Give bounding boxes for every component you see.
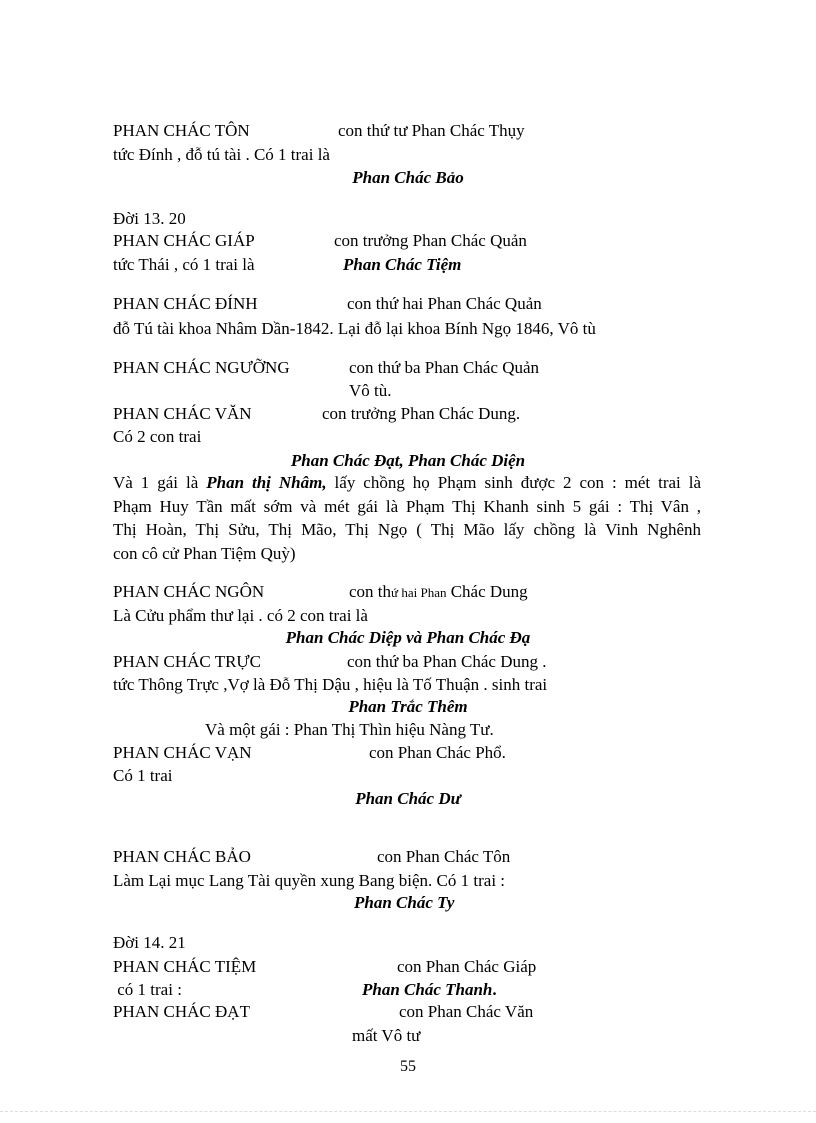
generation-heading: Đời 13. 20 (113, 209, 186, 228)
child-name: Phan Chác Tiệm (343, 255, 462, 274)
entry-name: PHAN CHÁC VẠN (113, 743, 252, 762)
entry-relation: con trưởng Phan Chác Dung. (322, 404, 521, 423)
daughter-name: Phan thị Nhâm, (206, 473, 327, 492)
entry-tiem-desc (113, 979, 497, 1001)
paragraph-line: Phạm Huy Tần mất sớm và mét gái là Phạm Thị Khanh sinh 5 gái : Thị Vân , (113, 497, 701, 516)
children-names: Phan Chác Diệp và Phan Chác Đạ (285, 628, 531, 647)
entry-relation: con Phan Chác Giáp (397, 957, 537, 976)
page-bottom-divider (0, 1111, 816, 1112)
entry-name: PHAN CHÁC VĂN (113, 404, 252, 423)
child-name: Phan Chác Bảo (352, 168, 464, 187)
child-line: Phan Chác Thanh. (362, 980, 497, 999)
entry-desc: tức Thái , có 1 trai là (113, 255, 255, 274)
entry-relation: con Phan Chác Phổ. (369, 743, 506, 762)
child-name: Phan Trắc Thêm (348, 697, 468, 716)
entry-van2 (113, 742, 506, 764)
entry-relation: con thứ ba Phan Chác Quản (349, 358, 540, 377)
entry-desc: tức Đính , đỗ tú tài . Có 1 trai là (113, 145, 330, 164)
entry-name: PHAN CHÁC ĐẠT (113, 1002, 250, 1021)
entry-giap-desc (113, 254, 462, 276)
entry-desc: Có 1 trai (113, 766, 173, 785)
entry-bao (113, 846, 511, 868)
children-names: Phan Chác Đạt, Phan Chác Diện (290, 451, 526, 470)
entry-dat (113, 1001, 534, 1023)
entry-nguong (113, 357, 540, 379)
child-name: Phan Chác Thanh (362, 980, 493, 999)
child-name: Phan Chác Ty (354, 893, 455, 912)
entry-note: mất Vô tư (352, 1026, 421, 1045)
entry-note: Vô tù. (349, 381, 392, 400)
entry-name: PHAN CHÁC BẢO (113, 847, 251, 866)
entry-name: PHAN CHÁC TÔN (113, 121, 250, 140)
entry-ton (113, 120, 525, 142)
paragraph-line: Và 1 gái là Phan thị Nhâm, lấy chồng họ Phạm sinh được 2 con : mét trai là (113, 473, 701, 492)
entry-relation: con thứ hai Phan Chác Quản (347, 294, 542, 313)
entry-tiem (113, 956, 537, 978)
paragraph-line: Thị Hoàn, Thị Sửu, Thị Mão, Thị Ngọ ( Thị Mão lấy chồng là Vinh Nghênh (113, 520, 701, 539)
entry-desc: Là Cửu phẩm thư lại . có 2 con trai là (113, 606, 368, 625)
child-name: Phan Chác Dư (355, 789, 461, 808)
entry-desc: Có 2 con trai (113, 427, 202, 446)
entry-truc (113, 651, 547, 673)
entry-ngon (113, 581, 528, 603)
entry-desc: Làm Lại mục Lang Tài quyền xung Bang biện. Có 1 trai : (113, 871, 506, 890)
entry-name: PHAN CHÁC NGÔN (113, 582, 265, 601)
entry-name: PHAN CHÁC TRỰC (113, 652, 261, 671)
entry-van (113, 403, 521, 425)
generation-heading: Đời 14. 21 (113, 933, 186, 952)
daughter-line: Và một gái : Phan Thị Thìn hiệu Nàng Tư. (205, 720, 494, 739)
entry-relation: con thứ hai Phan Chác Dung (349, 582, 528, 601)
page-number: 55 (400, 1058, 416, 1075)
entry-relation: con thứ tư Phan Chác Thụy (338, 121, 525, 140)
entry-name: PHAN CHÁC TIỆM (113, 957, 257, 976)
entry-relation: con trưởng Phan Chác Quản (334, 231, 527, 250)
entry-relation: con Phan Chác Văn (399, 1002, 534, 1021)
paragraph-line: con cô cử Phan Tiệm Quỳ) (113, 544, 296, 563)
entry-name: PHAN CHÁC ĐÍNH (113, 294, 258, 313)
entry-relation: con thứ ba Phan Chác Dung . (347, 652, 547, 671)
entry-desc: đỗ Tú tài khoa Nhâm Dần-1842. Lại đỗ lại khoa Bính Ngọ 1846, Vô tù (113, 319, 596, 338)
entry-name: PHAN CHÁC NGƯỠNG (113, 358, 290, 377)
entry-giap (113, 230, 527, 252)
entry-name: PHAN CHÁC GIÁP (113, 231, 255, 250)
entry-dinh (113, 293, 542, 315)
entry-desc: tức Thông Trực ,Vợ là Đỗ Thị Dậu , hiệu là Tố Thuận . sinh trai (113, 675, 548, 694)
entry-desc: có 1 trai : (113, 980, 182, 999)
entry-relation: con Phan Chác Tôn (377, 847, 511, 866)
